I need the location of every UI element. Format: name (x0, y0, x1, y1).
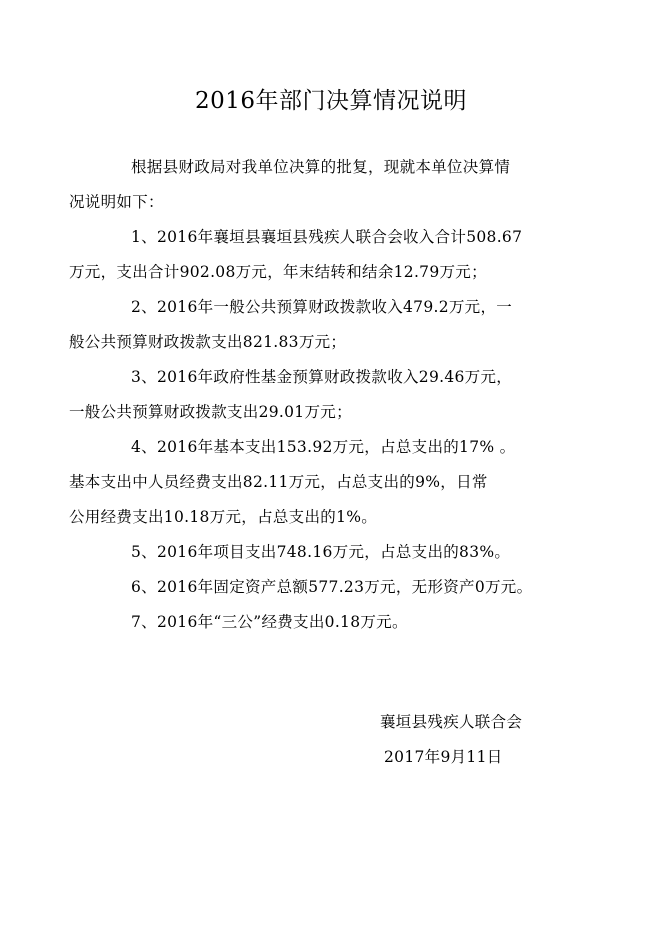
intro-paragraph (69, 150, 566, 220)
intro-line: 况说明如下： (69, 193, 164, 211)
item-paragraph-4 (69, 430, 566, 535)
item-line: 5、2016年项目支出748.16万元，占总支出的83%。 (131, 543, 511, 561)
signature-organization: 襄垣县残疾人联合会 (380, 713, 523, 731)
item-line: 基本支出中人员经费支出82.11万元，占总支出的9%，日常 (69, 473, 488, 491)
item-line: 2、2016年一般公共预算财政拨款收入479.2万元，一 (131, 298, 513, 316)
item-paragraph-7 (100, 605, 566, 640)
item-line: 3、2016年政府性基金预算财政拨款收入29.46万元， (131, 368, 513, 386)
item-line: 一般公共预算财政拨款支出29.01万元； (69, 403, 352, 421)
item-paragraph-6 (100, 570, 566, 605)
item-line: 4、2016年基本支出153.92万元，占总支出的17% 。 (131, 438, 516, 456)
intro-line: 根据县财政局对我单位决算的批复，现就本单位决算情 (131, 158, 511, 176)
item-line: 7、2016年“三公”经费支出0.18万元。 (131, 613, 408, 631)
item-paragraph-3 (69, 360, 566, 430)
item-paragraph-5 (100, 535, 566, 570)
document-body (69, 150, 566, 640)
item-line: 般公共预算财政拨款支出821.83万元； (69, 333, 347, 351)
item-line: 6、2016年固定资产总额577.23万元，无形资产0万元。 (131, 578, 533, 596)
item-line: 万元，支出合计902.08万元，年末结转和结余12.79万元； (69, 263, 487, 281)
signature-date: 2017年9月11日 (384, 748, 503, 766)
item-paragraph-2 (69, 290, 566, 360)
item-line: 公用经费支出10.18万元，占总支出的1%。 (69, 508, 378, 526)
document-title: 2016年部门决算情况说明 (194, 88, 468, 114)
item-paragraph-1 (69, 220, 566, 290)
item-line: 1、2016年襄垣县襄垣县残疾人联合会收入合计508.67 (131, 228, 523, 246)
